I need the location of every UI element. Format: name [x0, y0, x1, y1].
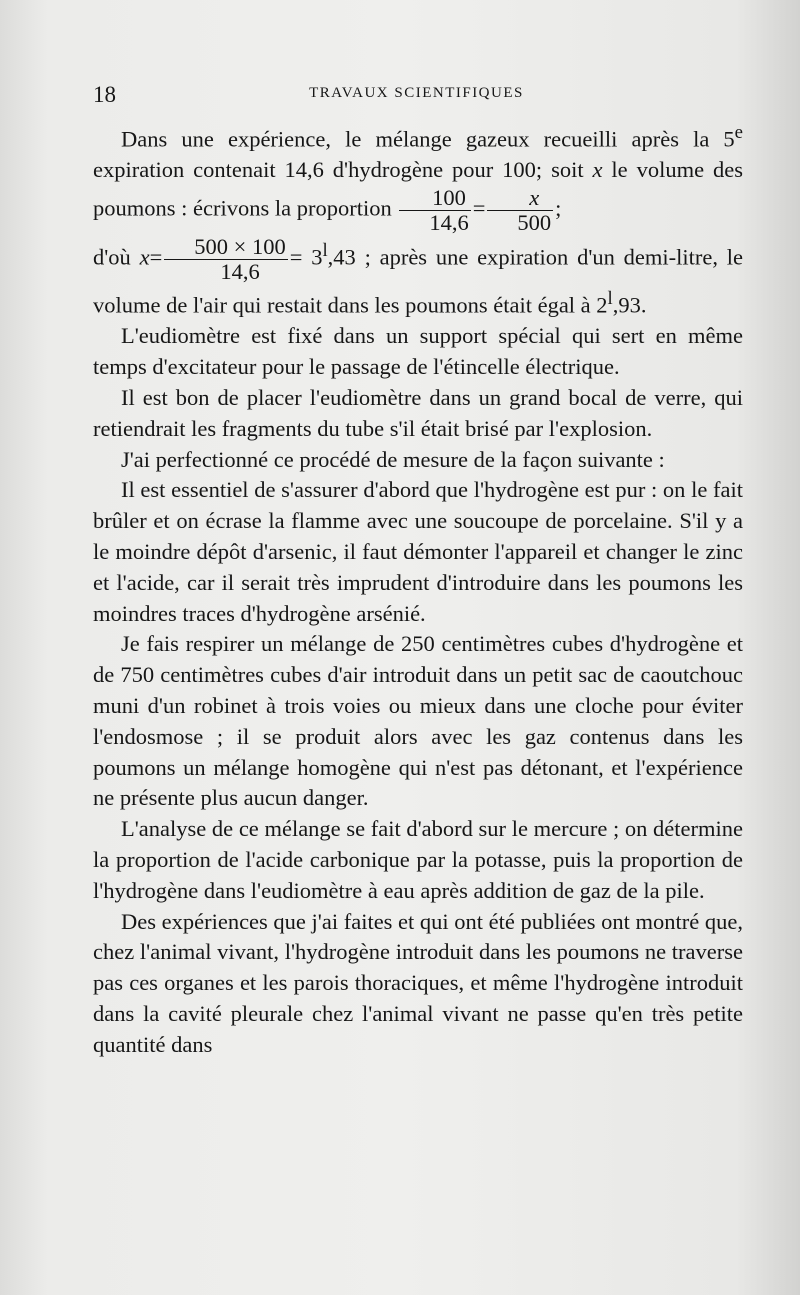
text-run: ,93. — [612, 292, 647, 318]
running-title: TRAVAUX SCIENTIFIQUES — [309, 85, 524, 101]
page-header — [93, 82, 740, 108]
paragraph-5: Il est essentiel de s'assurer d'abord que l'hydrogène est pur : on le fait brûler et on écrase la flamme avec une soucoupe de porcelaine. S'il y a le moindre dépôt d'arsenic, il faut démonter l'appareil et changer le zinc et l'acide, car il serait très imprudent d'introduire dans les poumons les moindres traces d'hydrogène arsénié. — [93, 477, 743, 626]
body-text — [93, 118, 743, 1061]
paragraph-1 — [93, 118, 743, 321]
fraction-numerator: 500 × 100 — [164, 235, 287, 260]
math-variable: x — [139, 244, 150, 270]
text-run: le volume des poumons : écrivons la proportion — [93, 157, 743, 221]
fraction-denominator: 14,6 — [220, 259, 260, 285]
punctuation: ; — [555, 195, 562, 221]
paragraph-3: Il est bon de placer l'eudiomètre dans un grand bocal de verre, qui retiendrait les fragments du tube s'il était brisé par l'explosion. — [93, 384, 743, 441]
equals-sign: = — [472, 195, 486, 221]
paragraph-6: Je fais respirer un mélange de 250 centimètres cubes d'hydrogène et de 750 centimètres cubes d'air introduit dans un petit sac de caoutchouc muni d'un robinet à trois voies ou mieux dans une cloche pour éviter l'endosmose ; il se produit alors avec les gaz contenus dans les poumons un mélange homogène qui n'est pas détonant, et l'expérience ne présente plus aucun danger. — [93, 631, 743, 811]
math-variable: x — [592, 157, 603, 183]
superscript: l — [607, 288, 613, 310]
fraction-numerator: 100 — [399, 186, 470, 211]
superscript: l — [322, 240, 328, 262]
paragraph-4: J'ai perfectionné ce procédé de mesure de la façon suivante : — [121, 446, 665, 472]
text-run: ,43 ; après une expiration d'un demi-litre, le volume de l'air qui restait dans les poumons était égal à 2 — [93, 244, 743, 318]
fraction-500x100-over-14-6 — [164, 235, 287, 284]
fraction-numerator: x — [487, 186, 553, 211]
paragraph-7: L'analyse de ce mélange se fait d'abord sur le mercure ; on détermine la proportion de l'acide carbonique par la potasse, puis la proportion de l'hydrogène dans l'eudiomètre à eau après addition de gaz de la pile. — [93, 816, 743, 903]
text-run: d'où — [93, 244, 140, 270]
text-run: = 3 — [289, 244, 323, 270]
paragraph-8: Des expériences que j'ai faites et qui ont été publiées ont montré que, chez l'animal vivant, l'hydrogène introduit dans les poumons ne traverse pas ces organes et les parois thoraciques, et même l'hydrogène introduit dans la cavité pleurale chez l'animal vivant ne passe qu'en très petite quantité dans — [93, 908, 743, 1057]
fraction-x-over-500 — [487, 186, 553, 235]
equals-sign: = — [149, 244, 163, 270]
text-run: expiration contenait 14,6 d'hydrogène pour 100; soit — [93, 157, 593, 183]
page-number: 18 — [93, 82, 116, 107]
text-run: Dans une expérience, le mélange gazeux recueilli après la 5 — [121, 126, 735, 152]
fraction-denominator: 500 — [517, 210, 552, 236]
fraction-denominator: 14,6 — [429, 210, 469, 236]
paragraph-2: L'eudiomètre est fixé dans un support spécial qui sert en même temps d'excitateur pour le passage de l'étincelle électrique. — [93, 323, 743, 380]
fraction-100-over-14-6 — [399, 186, 470, 235]
superscript: e — [734, 122, 743, 143]
